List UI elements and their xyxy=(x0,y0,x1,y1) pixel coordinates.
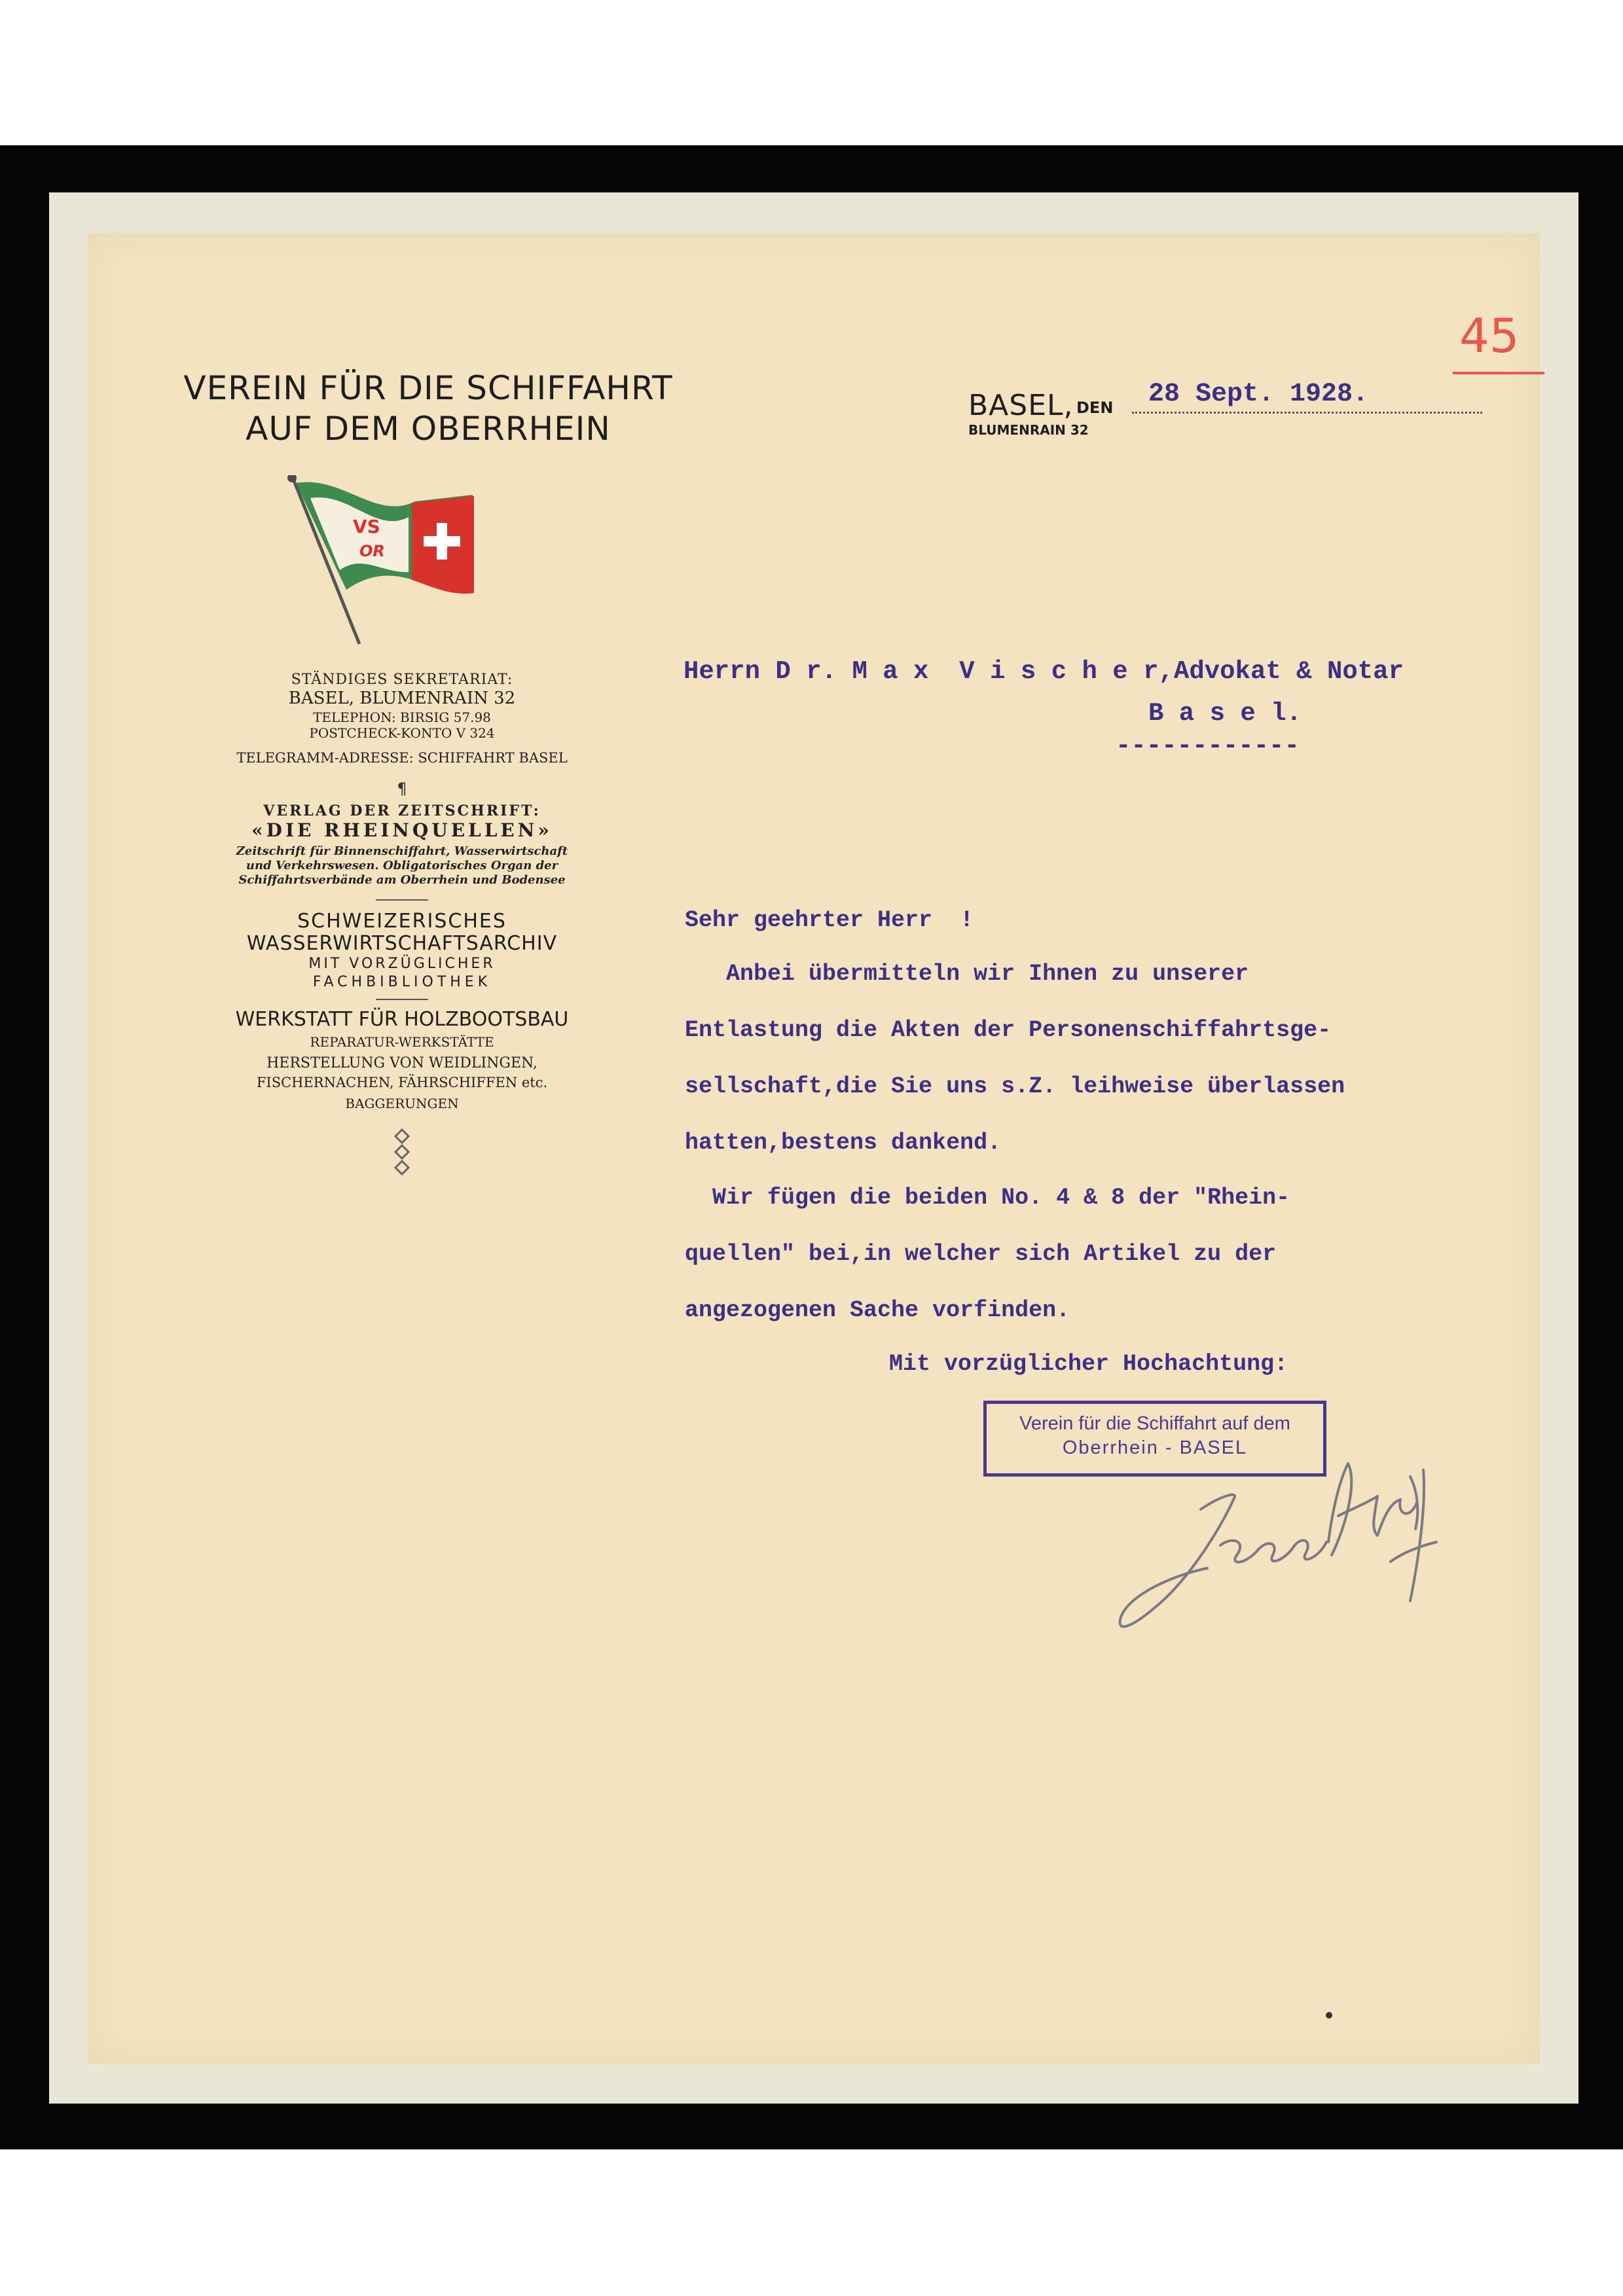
body-line-7: angezogenen Sache vorfinden. xyxy=(685,1297,1070,1323)
publisher-line4: und Verkehrswesen. Obligatorisches Organ der xyxy=(246,859,558,872)
closing: Mit vorzüglicher Hochachtung: xyxy=(889,1351,1288,1377)
publisher-line3: Zeitschrift für Binnenschiffahrt, Wasserwirtschaft xyxy=(236,844,568,858)
ink-dot xyxy=(1326,2012,1332,2018)
telegram-address: TELEGRAMM-ADRESSE: SCHIFFAHRT BASEL xyxy=(236,750,568,766)
mounting-board xyxy=(49,192,1578,2104)
body-line-5: Wir fügen die beiden No. 4 & 8 der "Rhein- xyxy=(685,1185,1290,1211)
secretariat-line2: BASEL, BLUMENRAIN 32 xyxy=(288,689,516,708)
divider xyxy=(376,999,428,1000)
archive-line4: FACHBIBLIOTHEK xyxy=(312,974,492,990)
archive-line1: SCHWEIZERISCHES xyxy=(297,910,507,933)
letter-date: 28 Sept. 1928. xyxy=(1148,380,1369,409)
stamp-line2: Oberrhein - BASEL xyxy=(1062,1437,1248,1458)
recipient-city: B a s e l. xyxy=(1148,699,1302,728)
body-line-3: sellschaft,die Sie uns s.Z. leihweise überlassen xyxy=(685,1073,1345,1100)
signature xyxy=(1070,1437,1450,1653)
body-line-2: Entlastung die Akten der Personenschiffahrtsge- xyxy=(685,1017,1332,1043)
divider xyxy=(376,899,428,901)
ornament-icon: ¶ xyxy=(397,780,407,798)
stamp-line1: Verein für die Schiffahrt auf dem xyxy=(1019,1413,1290,1434)
flag-text-vs: VS xyxy=(353,516,380,537)
club-flag-logo xyxy=(284,475,507,652)
publisher-line2: «DIE RHEINQUELLEN» xyxy=(251,819,553,841)
workshop-line5: BAGGERUNGEN xyxy=(345,1096,459,1111)
den-label: DEN xyxy=(1076,399,1114,417)
flag-text-or: OR xyxy=(359,542,385,560)
workshop-line2: REPARATUR-WERKSTÄTTE xyxy=(310,1034,494,1050)
archive-line2: WASSERWIRTSCHAFTSARCHIV xyxy=(246,932,558,955)
publisher-line5: Schiffahrtsverbände am Oberrhein und Bodensee xyxy=(238,873,566,887)
city-label: BASEL, xyxy=(968,389,1074,422)
salutation: Sehr geehrter Herr ! xyxy=(685,907,974,933)
body-line-1: Anbei übermitteln wir Ihnen zu unserer xyxy=(685,961,1249,987)
date-dotted-line xyxy=(1132,412,1482,414)
recipient-line1: Herrn D r. M a x V i s c h e r,Advokat & Notar xyxy=(684,657,1404,686)
recipient-underline: ------------ xyxy=(1116,732,1300,761)
black-scan-frame xyxy=(0,145,1623,2149)
archive-number-underline xyxy=(1453,372,1544,374)
city-address: BLUMENRAIN 32 xyxy=(968,422,1089,438)
body-line-4: hatten,bestens dankend. xyxy=(685,1130,1002,1156)
org-name-line2: AUF DEM OBERRHEIN xyxy=(246,410,611,448)
workshop-line1: WERKSTATT FÜR HOLZBOOTSBAU xyxy=(235,1008,569,1031)
archive-number: 45 xyxy=(1459,308,1520,363)
diamond-ornament-icon xyxy=(390,1127,414,1179)
publisher-line1: VERLAG DER ZEITSCHRIFT: xyxy=(263,802,541,819)
org-name-line1: VEREIN FÜR DIE SCHIFFAHRT xyxy=(183,369,673,407)
archive-line3: MIT VORZÜGLICHER xyxy=(308,956,496,972)
secretariat-line4: POSTCHECK-KONTO V 324 xyxy=(309,725,495,741)
body-line-6: quellen" bei,in welcher sich Artikel zu der xyxy=(685,1241,1277,1267)
secretariat-line1: STÄNDIGES SEKRETARIAT: xyxy=(291,672,513,688)
workshop-line3: HERSTELLUNG VON WEIDLINGEN, xyxy=(266,1055,538,1071)
workshop-line4: FISCHERNACHEN, FÄHRSCHIFFEN etc. xyxy=(256,1075,548,1090)
letter-sheet xyxy=(88,233,1540,2064)
secretariat-line3: TELEPHON: BIRSIG 57.98 xyxy=(313,709,491,725)
